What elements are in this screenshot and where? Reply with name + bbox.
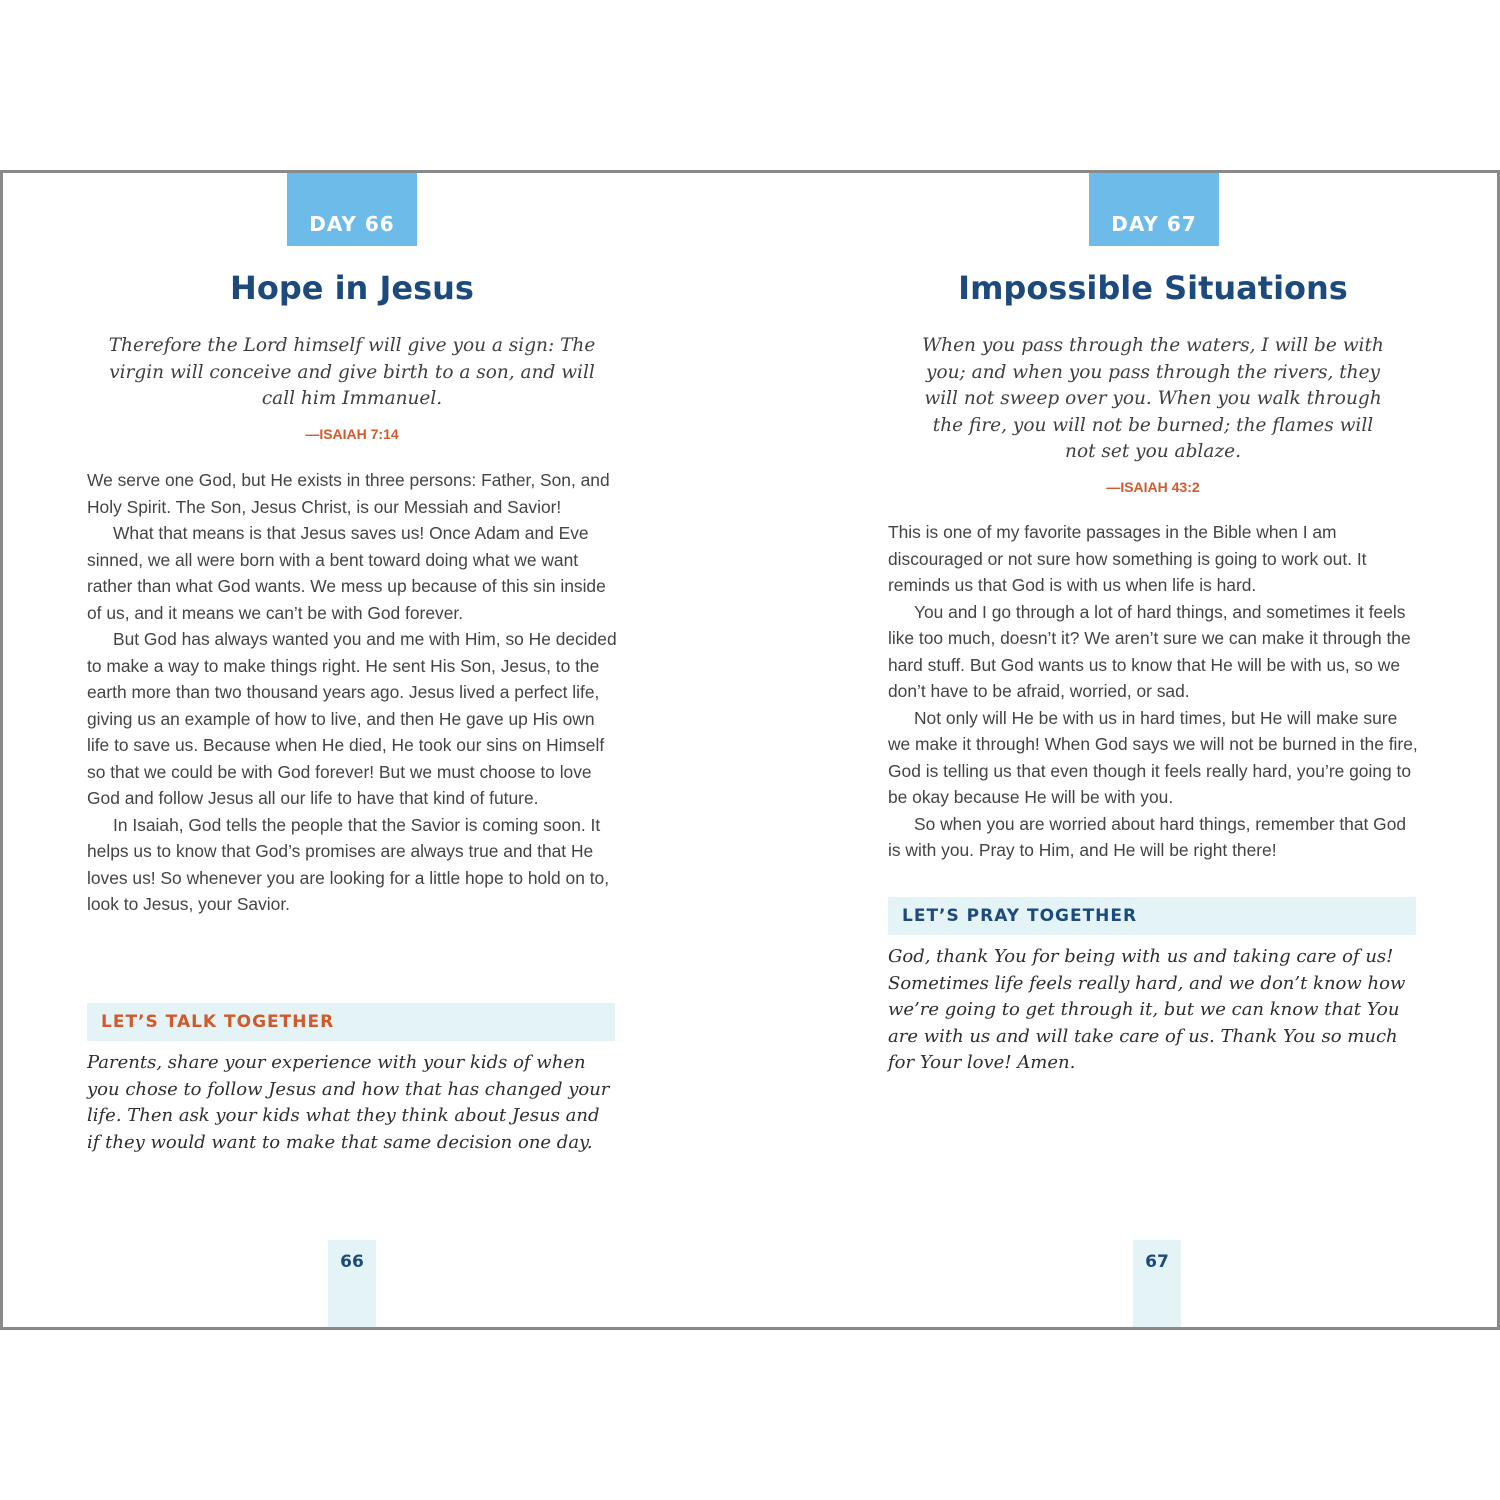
talk-together-banner (87, 1003, 615, 1041)
body-paragraph: We serve one God, but He exists in three persons: Father, Son, and Holy Spirit. The Son, Jesus Christ, is our Messiah and Savior! (87, 470, 610, 517)
right-page (888, 173, 1418, 1330)
body-text (888, 519, 1418, 864)
left-page (87, 173, 617, 1330)
body-paragraph: This is one of my favorite passages in the Bible when I am discouraged or not sure how something is going to work out. It reminds us that God is with us when life is hard. (888, 522, 1367, 595)
body-paragraph: So when you are worried about hard things, remember that God is with you. Pray to Him, and He will be right there! (888, 813, 1407, 860)
scripture-verse (888, 333, 1418, 466)
talk-together-text (87, 1050, 617, 1156)
day-tab: DAY 67 (1089, 173, 1219, 246)
section-paragraph: God, thank You for being with us and taking care of us! Sometimes life feels really hard, and we don’t know how we’re going to get through it, but we can know that You are with us and will take care of us. Thank You so much for Your love! Amen. (888, 946, 1406, 1073)
page-title: Hope in Jesus (230, 269, 474, 307)
scripture-verse-text: Therefore the Lord himself will give you a sign: The virgin will conceive and give birth to a son, and will call him Immanuel. (108, 335, 596, 409)
body-paragraph: What that means is that Jesus saves us! Once Adam and Eve sinned, we all were born with a bent toward doing what we want rather than what God wants. We mess up because of this sin inside of us, and it means we can’t be with God forever. (87, 523, 606, 623)
pray-together-banner (888, 897, 1416, 935)
section-heading: LET’S PRAY TOGETHER (902, 906, 1138, 926)
body-paragraph: Not only will He be with us in hard times, but He will make sure we make it through! When God says we will not be burned in the fire, God is telling us that even though it feels really hard, you’re going to be okay because He will be with you. (888, 707, 1418, 807)
page-title: Impossible Situations (958, 269, 1348, 307)
body-paragraph: You and I go through a lot of hard things, and sometimes it feels like too much, doesn’t it? We aren’t sure we can make it through the hard stuff. But God wants us to know that He will be with us, so we don’t have to be afraid, worried, or sad. (888, 601, 1411, 701)
section-paragraph: Parents, share your experience with your kids of when you chose to follow Jesus and how that has changed your life. Then ask your kids what they think about Jesus and if they would want to make that same decision one day. (87, 1052, 610, 1153)
page-number: 67 (1133, 1240, 1181, 1327)
scripture-reference: —ISAIAH 43:2 (1106, 479, 1200, 495)
scripture-verse (87, 333, 617, 413)
scripture-verse-text: When you pass through the waters, I will be with you; and when you pass through the rivers, they will not sweep over you. When you walk through the fire, you will not be burned; the flames will not set you ablaze. (922, 335, 1384, 462)
prayer-text (888, 944, 1418, 1077)
body-paragraph: In Isaiah, God tells the people that the Savior is coming soon. It helps us to know that God’s promises are always true and that He loves us! So whenever you are looking for a little hope to hold on to, look to Jesus, your Savior. (87, 814, 610, 914)
book-spread (0, 170, 1500, 1330)
body-text (87, 467, 617, 918)
page-number: 66 (328, 1240, 376, 1327)
day-tab: DAY 66 (287, 173, 417, 246)
scripture-reference: —ISAIAH 7:14 (305, 426, 399, 442)
section-heading: LET’S TALK TOGETHER (101, 1012, 335, 1032)
body-paragraph: But God has always wanted you and me with Him, so He decided to make a way to make things right. He sent His Son, Jesus, to the earth more than two thousand years ago. Jesus lived a perfect life, giving us an example of how to live, and then He gave up His own life to save us. Because when He died, He took our sins on Himself so that we could be with God forever! But we must choose to love God and follow Jesus all our life to have that kind of future. (87, 629, 617, 808)
